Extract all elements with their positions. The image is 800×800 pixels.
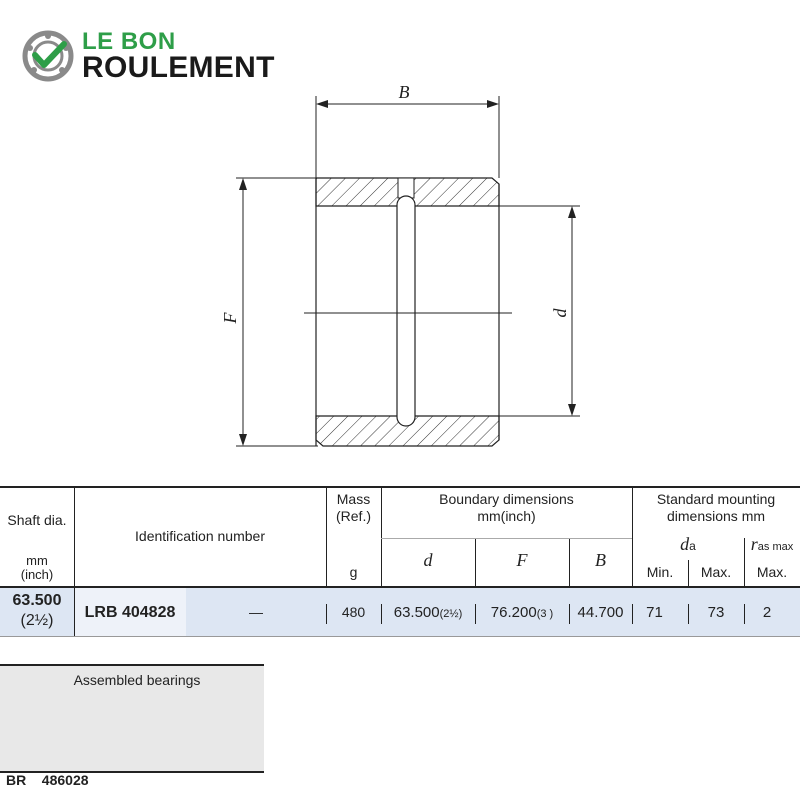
brand-line1: LE BON (82, 28, 176, 55)
header-col-d: d (423, 550, 433, 570)
brand-line2: ROULEMENT (82, 51, 275, 84)
header-max2: Max. (756, 564, 788, 580)
value-b: 44.700 (577, 604, 624, 621)
header-da: da (680, 534, 696, 554)
header-mounting: Standard mounting dimensions mm (656, 491, 776, 524)
assembled-bearings-box (0, 664, 264, 773)
bearing-drawing (0, 80, 800, 460)
header-mass: Mass (Ref.) (336, 491, 371, 524)
shaft-inch: (2½) (20, 612, 54, 629)
value-d: 63.500(2½) (393, 604, 463, 621)
dim-label-d: d (550, 308, 570, 318)
header-shaft-units: mm (inch) (20, 553, 54, 582)
header-ras: ras max (750, 534, 794, 554)
header-max: Max. (700, 564, 732, 580)
brand-logo (22, 26, 302, 86)
bearing-check-icon (22, 30, 74, 82)
assembled-title: Assembled bearings (73, 672, 201, 688)
mass-value: 480 (341, 604, 366, 620)
dash: — (249, 604, 263, 620)
header-boundary: Boundary dimensions mm(inch) (439, 491, 574, 524)
header-min: Min. (646, 564, 674, 580)
value-da-min: 71 (646, 604, 663, 621)
dim-label-b: B (398, 82, 410, 102)
value-f: 76.200(3 ) (490, 604, 554, 621)
header-col-f: F (516, 550, 528, 570)
shaft-mm: 63.500 (12, 592, 62, 609)
header-col-b: B (595, 550, 606, 570)
value-ras-max: 2 (762, 604, 772, 621)
footer-code: BR 486028 (6, 772, 89, 788)
header-mass-unit: g (349, 564, 358, 580)
header-identification: Identification number (135, 528, 265, 544)
header-shaft-dia: Shaft dia. (7, 512, 67, 528)
dim-label-f: F (220, 312, 240, 324)
identification-number: LRB 404828 (84, 604, 176, 621)
value-da-max: 73 (707, 604, 725, 621)
